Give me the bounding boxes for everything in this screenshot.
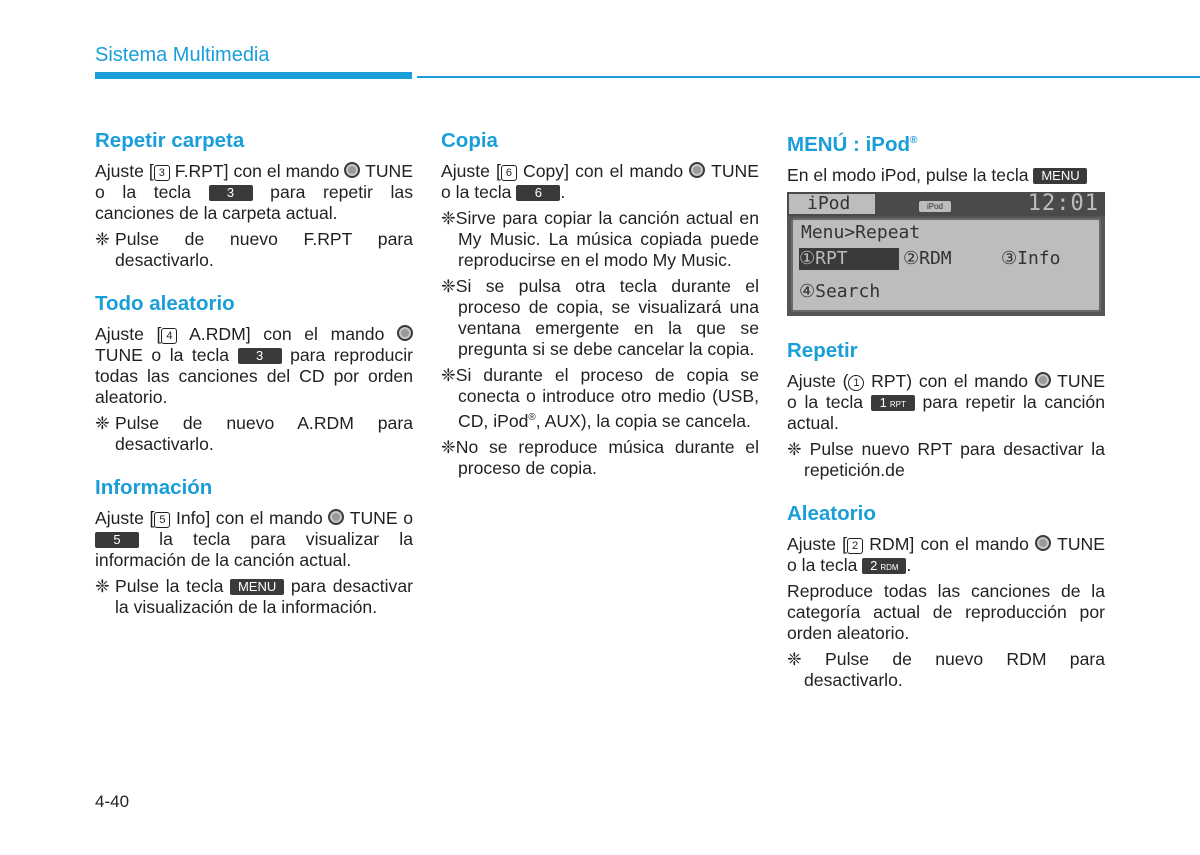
lcd-display	[787, 192, 1105, 316]
text: RDM] con el mando	[863, 533, 1036, 554]
text: para repetir la canción actual.	[787, 391, 1105, 433]
tune-knob-icon	[1035, 372, 1051, 388]
key-number-icon: 6	[501, 165, 517, 181]
lcd-option-search: ④Search	[799, 280, 881, 302]
key-number: 1	[879, 394, 887, 410]
note-text: Pulse de nuevo F.RPT para desactivarlo.	[115, 229, 413, 270]
key-number-icon: 4	[161, 328, 177, 344]
tune-knob-icon	[328, 509, 344, 525]
key-number-icon: 1	[848, 375, 864, 391]
lcd-option-rpt: ①RPT	[799, 248, 899, 270]
note-text: Pulse de nuevo A.RDM para desactivarlo.	[115, 413, 413, 454]
page-number: 4-40	[95, 792, 130, 811]
text: para repetir las canciones de la carpeta actual.	[95, 182, 413, 223]
key-sublabel: RDM	[880, 562, 899, 572]
section-repetir	[787, 338, 1105, 481]
note	[441, 276, 759, 360]
paragraph: Reproduce todas las canciones de la categoría actual de reproducción por orden aleatorio.	[787, 580, 1105, 643]
note	[787, 649, 1105, 691]
note	[441, 437, 759, 479]
text: F.RPT] con el mando	[169, 161, 345, 181]
note	[787, 439, 1105, 481]
key-number: 2	[870, 557, 878, 573]
tune-knob-icon	[344, 162, 360, 178]
note-mark-icon: ❈	[441, 276, 456, 296]
paragraph	[95, 161, 413, 224]
note-mark-icon: ❈	[441, 436, 456, 457]
tune-knob-icon	[1035, 535, 1051, 551]
text: Ajuste [	[95, 508, 155, 528]
text: .	[906, 554, 912, 575]
note	[441, 208, 759, 271]
lcd-option-info: ③Info	[1001, 247, 1061, 269]
note-text: Pulse la tecla	[115, 576, 231, 596]
paragraph	[95, 508, 413, 571]
text: la tecla para visualizar la información de la canción actual.	[95, 529, 413, 570]
header-rule-thin	[417, 76, 1200, 78]
title-text: MENÚ : iPod	[787, 132, 910, 156]
key-button-2-rdm	[862, 558, 906, 574]
tune-knob-icon	[397, 325, 413, 341]
note	[95, 229, 413, 271]
note-text: Pulse de nuevo RDM para desactivarlo.	[804, 648, 1105, 690]
text: RPT) con el mando	[864, 370, 1035, 391]
section-title: Copia	[441, 129, 498, 152]
key-sublabel: RPT	[889, 399, 906, 409]
tune-knob-icon	[689, 162, 705, 178]
note-text: Si se pulsa otra tecla durante el proceso de copia, se visualizará una ventana emergente en la que se pregunta si se debe cancelar la copia.	[455, 276, 759, 359]
key-button-5: 5	[95, 532, 139, 548]
note-mark-icon: ❈	[787, 438, 802, 459]
note-text: , AUX), la copia se cancela.	[535, 410, 751, 431]
text: Ajuste [	[95, 324, 162, 344]
note-mark-icon: ❈	[787, 648, 802, 669]
lcd-menu-panel	[791, 218, 1101, 312]
note-mark-icon: ❈	[95, 229, 110, 249]
section-header-title: Sistema Multimedia	[95, 44, 270, 66]
key-number-icon: 5	[154, 512, 170, 528]
note-text: Sirve para copiar la canción actual en My Music. La música copiada puede reproducirse en el modo My Music.	[455, 208, 759, 270]
note	[95, 576, 413, 618]
column-middle	[441, 128, 759, 484]
section-title: Repetir	[787, 338, 858, 362]
text: Ajuste [	[95, 161, 154, 181]
text: En el modo iPod, pulse la tecla	[787, 164, 1034, 185]
text: Ajuste (	[787, 370, 849, 391]
text: Copy] con el mando	[516, 161, 690, 181]
section-title: Repetir carpeta	[95, 129, 245, 152]
key-button-3: 3	[209, 185, 253, 201]
key-button-1-rpt	[871, 395, 915, 411]
section-todo-aleatorio	[95, 291, 413, 455]
text: .	[560, 182, 566, 202]
header-rule-thick	[95, 72, 412, 79]
registered-mark: ®	[528, 412, 536, 423]
note	[95, 413, 413, 455]
section-title: Aleatorio	[787, 501, 876, 525]
lcd-clock: 12:01	[1027, 190, 1099, 216]
note-mark-icon: ❈	[441, 365, 456, 385]
paragraph	[787, 534, 1105, 576]
text: Info] con el mando	[170, 508, 329, 528]
lcd-ipod-badge: iPod	[919, 201, 951, 212]
text: para reproducir todas las canciones del CD por orden aleatorio.	[95, 345, 413, 407]
text: TUNE o la tecla	[441, 161, 759, 202]
section-title	[787, 128, 1105, 158]
lcd-option-rdm: ②RDM	[903, 247, 952, 269]
text: TUNE o la tecla	[95, 345, 238, 365]
paragraph	[441, 161, 759, 203]
key-number-icon: 3	[154, 165, 170, 181]
text: TUNE o	[349, 508, 413, 528]
section-repetir-carpeta	[95, 128, 413, 271]
text: TUNE o la tecla	[787, 370, 1105, 412]
note-text: Pulse nuevo RPT para desactivar la repetición.de	[804, 438, 1105, 480]
key-button-3: 3	[238, 348, 282, 364]
lcd-mode-label: iPod	[789, 194, 875, 214]
menu-key-button: MENU	[1033, 168, 1087, 184]
note-mark-icon: ❈	[95, 576, 110, 596]
section-aleatorio	[787, 501, 1105, 691]
paragraph	[95, 324, 413, 408]
paragraph	[787, 371, 1105, 434]
text: TUNE o la tecla	[95, 161, 413, 202]
note-text: Si durante el proceso de copia se conecta o introduce otro medio (USB, CD, iPod	[455, 365, 759, 431]
note-text: para desactivar la visualización de la información.	[115, 576, 413, 617]
text: TUNE o la tecla	[787, 533, 1105, 575]
text: Ajuste [	[787, 533, 848, 554]
section-title: Información	[95, 476, 213, 499]
paragraph	[787, 165, 1105, 186]
registered-mark: ®	[910, 135, 918, 146]
lcd-menu-path: Menu>Repeat	[801, 221, 921, 243]
column-right	[787, 128, 1105, 711]
section-informacion	[95, 475, 413, 618]
note-text: No se reproduce música durante el proceso de copia.	[455, 436, 759, 478]
note-mark-icon: ❈	[441, 208, 456, 228]
text: A.RDM] con el mando	[177, 324, 397, 344]
note-mark-icon: ❈	[95, 413, 110, 433]
key-number-icon: 2	[847, 538, 863, 554]
section-title: Todo aleatorio	[95, 292, 235, 315]
column-left	[95, 128, 413, 638]
menu-key-button: MENU	[230, 579, 284, 595]
key-button-6: 6	[516, 185, 560, 201]
text: Ajuste [	[441, 161, 501, 181]
note	[441, 365, 759, 432]
